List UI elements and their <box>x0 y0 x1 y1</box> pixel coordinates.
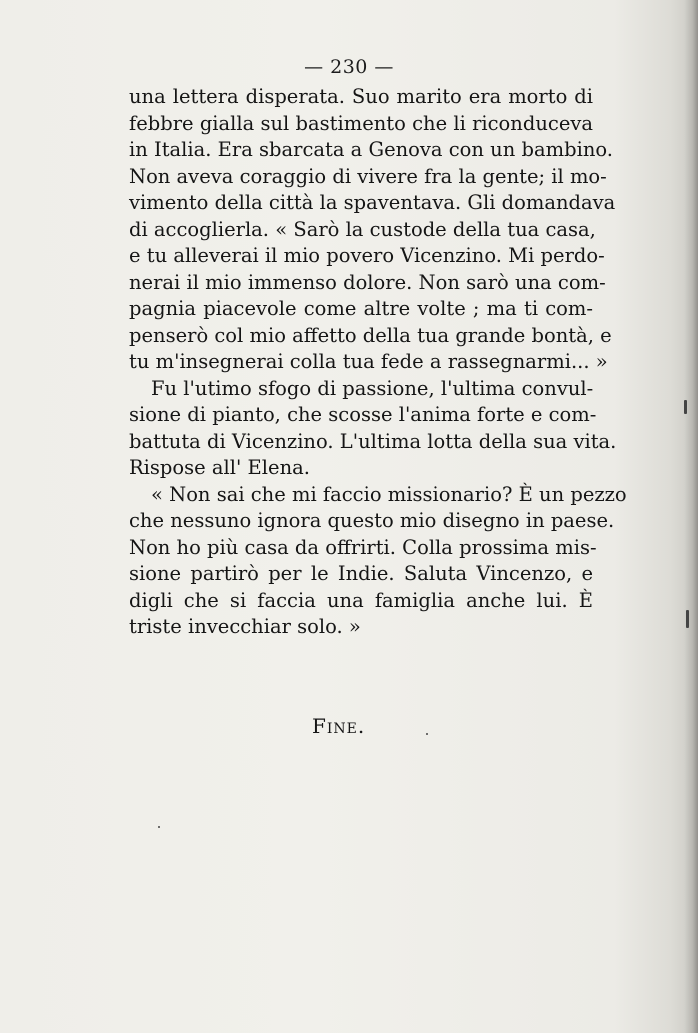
text-line: triste invecchiar solo. » <box>129 615 361 638</box>
text-line: Non aveva coraggio di vivere fra la gente; il mo- <box>129 164 607 188</box>
end-mark: Fine. <box>312 714 366 738</box>
text-line: digli che si faccia una famiglia anche lui. È <box>129 588 593 612</box>
paper-speck <box>158 826 160 828</box>
text-line: che nessuno ignora questo mio disegno in paese. <box>129 509 615 532</box>
text-line: tu m'insegnerai colla tua fede a rassegnarmi... » <box>129 350 608 373</box>
text-line: Rispose all' Elena. <box>129 456 310 479</box>
text-line: nerai il mio immenso dolore. Non sarò una com- <box>129 270 606 294</box>
text-line: in Italia. Era sbarcata a Genova con un bambino. <box>129 138 613 161</box>
text-line: e tu alleverai il mio povero Vicenzino. Mi perdo- <box>129 244 605 267</box>
text-line: pagnia piacevole come altre volte ; ma ti com- <box>129 297 593 320</box>
text-line: battuta di Vicenzino. L'ultima lotta della sua vita. <box>129 429 617 453</box>
text-line: una lettera disperata. Suo marito era morto di <box>129 85 593 108</box>
text-line: « Non sai che mi faccio missionario? È un pezzo <box>151 482 627 506</box>
text-line: sione di pianto, che scosse l'anima forte e com- <box>129 403 597 426</box>
paper-speck <box>686 610 689 628</box>
text-line: febbre gialla sul bastimento che li riconduceva <box>129 111 593 135</box>
paper-speck <box>684 400 687 414</box>
text-line: Fu l'utimo sfogo di passione, l'ultima convul- <box>151 376 594 400</box>
body-text <box>129 84 627 641</box>
text-line: sione partirò per le Indie. Saluta Vincenzo, e <box>129 562 593 585</box>
text-line: di accoglierla. « Sarò la custode della tua casa, <box>129 217 596 241</box>
text-line: penserò col mio affetto della tua grande bontà, e <box>129 323 612 347</box>
text-line: vimento della città la spaventava. Gli domandava <box>129 191 616 214</box>
page-number: — 230 — <box>304 56 394 78</box>
paper-speck <box>426 733 428 735</box>
text-line: Non ho più casa da offrirti. Colla prossima mis- <box>129 535 597 559</box>
page-edge-shadow <box>684 0 698 1033</box>
